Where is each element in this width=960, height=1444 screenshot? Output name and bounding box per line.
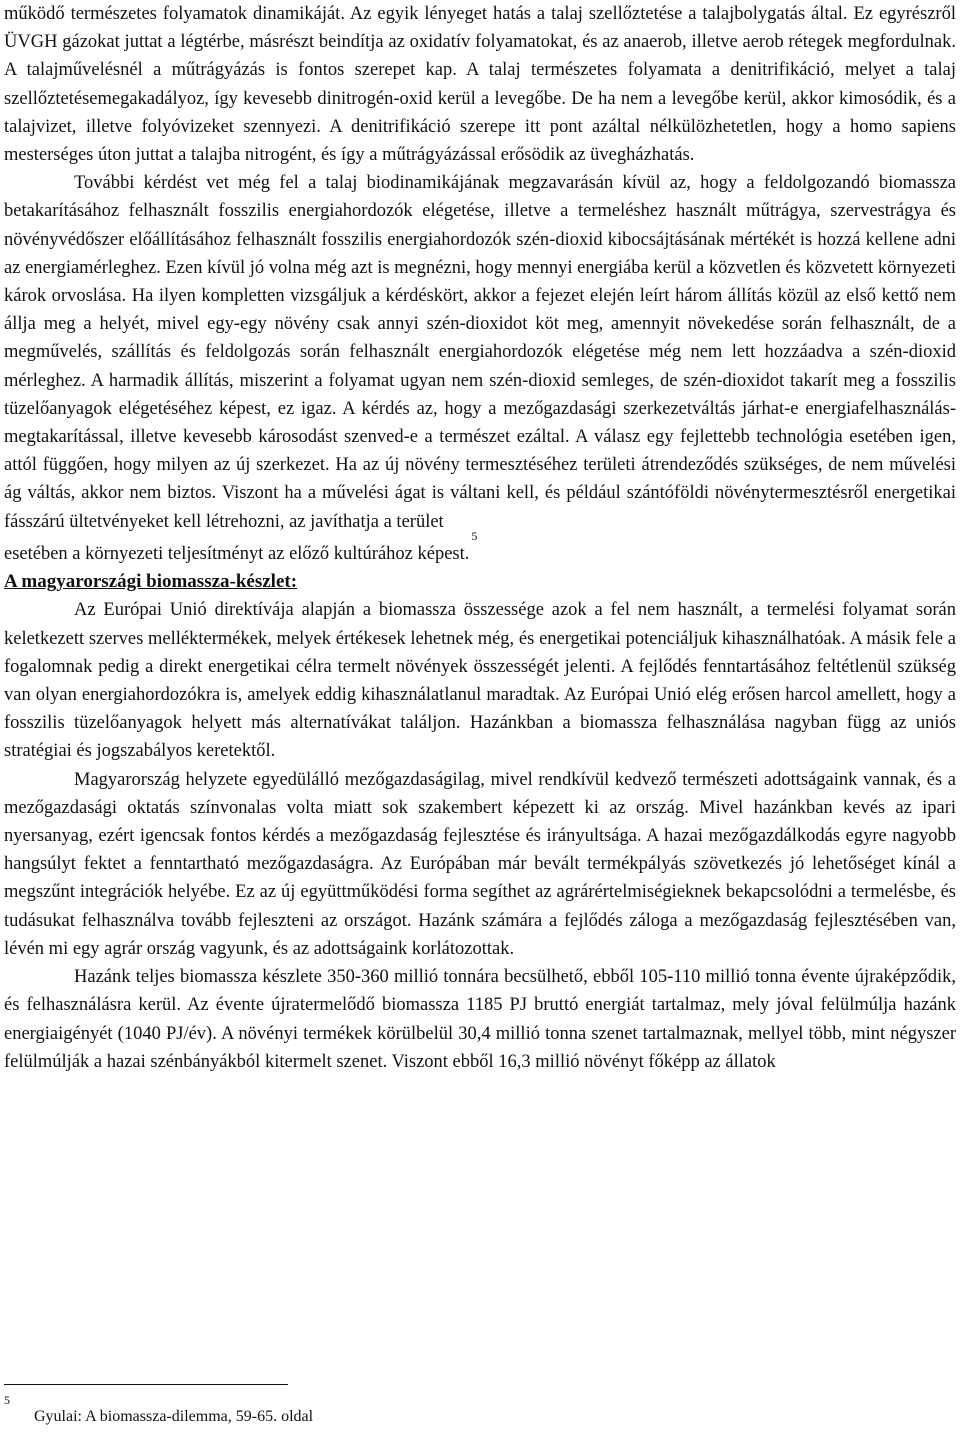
section-heading: A magyarországi biomassza-készlet: <box>4 571 298 593</box>
paragraph: Az Európai Unió direktívája alapján a biomassza összessége azok a fel nem használt, a termelési folyamat során keletkezett szerves melléktermékek, melyek értékesek lehetnek még, és energetikai potenciáljuk kihasználhatóak. A másik fele a fogalomnak pedig a direkt energetikai célra termelt növények összességét jelenti. A fejlődés fenntartásához feltétlenül szükség van olyan energiahordozókra is, amelyek eddig kihasználatlanul maradtak. Az Európai Unió elég erősen harcol amellett, hogy a fosszilis tüzelőanyagok helyett más alternatívákat találjon. Hazánkban a biomassza felhasználása nagyban függ az uniós stratégiai és jogszabályos keretektől. <box>4 600 956 762</box>
paragraph: Hazánk teljes biomassza készlete 350-360 millió tonnára becsülhető, ebből 105-110 millió tonna évente újraképződik, és felhasználásra kerül. Az évente újratermelődő biomassza 1185 PJ bruttó energiát tartalmaz, mely jóval felülmúlja hazánk energiaigényét (1040 PJ/év). A növényi termékek körülbelül 30,4 millió tonna szenet tartalmaznak, mellyel több, mint négyszer felülmúlják a hazai szénbányákból kitermelt szenet. Viszont ebből 16,3 millió növényt főképp az állatok <box>4 967 956 1072</box>
footnotes <box>4 1384 956 1427</box>
paragraph: Magyarország helyzete egyedülálló mezőgazdaságilag, mivel rendkívül kedvező természeti adottságaink vannak, és a mezőgazdasági oktatás színvonalas volta miatt sok szakembert képezett ki az ország. Mivel hazánkban kevés az ipari nyersanyag, ezért igencsak fontos kérdés a mezőgazdaság fejlesztése és irányultsága. A hazai mezőgazdálkodás egyre nagyobb hangsúlyt fektet a fenntartható mezőgazdaságra. Az Európában már bevált termékpályás szövetkezés jó lehetőséget kínál a megszűnt integrációk helyébe. Ez az új együttműködési forma segíthet az agrárértelmiségieknek bekapcsolódni a termelésbe, és tudásukat felhasználva tovább fejleszteni az országot. Hazánk számára a fejlődés záloga a mezőgazdaság fejlesztésében van, lévén mi egy agrár ország vagyunk, és az adottságaink korlátozottak. <box>4 769 956 959</box>
paragraph: működő természetes folyamatok dinamikáját. Az egyik lényeget hatás a talaj szellőztetése a talajbolygatás által. Ez egyrészről ÜVGH gázokat juttat a légtérbe, másrészt beindítja az oxidatív folyamatokat, és az anaerob, illetve aerob rétegek megfordulnak. A talajművelésnél a műtrágyázás is fontos szerepet kap. A talaj természetes folyamata a denitrifikáció, melyet a talaj szellőztetésemegakadályoz, így kevesebb dinitrogén-oxid kerül a levegőbe. De ha nem a levegőbe kerül, akkor kimosódik, és a talajvizet, illetve folyóvizeket szennyezi. A denitrifikáció szerepe itt pont azáltal nélkülözhetetlen, hogy a homo sapiens mesterséges úton juttat a talajba nitrogént, és így a műtrágyázással erősödik az üvegházhatás. <box>4 4 956 166</box>
footnote-reference: 5 <box>471 528 478 543</box>
paragraph-end-text: esetében a környezeti teljesítményt az előző kultúrához képest. <box>4 544 470 565</box>
footnote-text: Gyulai: A biomassza-dilemma, 59-65. oldal <box>34 1408 314 1425</box>
paragraph-end <box>4 528 956 568</box>
footnote-number: 5 <box>4 1393 10 1407</box>
document-body <box>4 0 956 1076</box>
footnote-separator <box>4 1384 288 1385</box>
paragraph: További kérdést vet még fel a talaj biodinamikájának megzavarásán kívül az, hogy a feldolgozandó biomassza betakarításához felhasznált fosszilis energiahordozók elégetése, illetve a termeléshez használt műtrágya, szervestrágya és növényvédőszer előállításához felhasznált fosszilis energiahordozók szén-dioxid kibocsájtásának mértékét is hozzá kellene adni az energiamérleghez. Ezen kívül jó volna még azt is megnézni, hogy mennyi energiába kerül a közvetlen és közvetett környezeti károk orvoslása. Ha ilyen kompletten vizsgáljuk a kérdéskört, akkor a fejezet elején leírt három állítás közül az első kettő nem állja meg a helyét, mivel egy-egy növény csak annyi szén-dioxidot köt meg, amennyit növekedése során felhasznált, de a megművelés, szállítás és feldolgozás során felhasznált energiahordozók elégetése még nem lett hozzáadva a szén-dioxid mérleghez. A harmadik állítás, miszerint a folyamat ugyan nem szén-dioxid semleges, de szén-dioxidot takarít meg a fosszilis tüzelőanyagok elégetéséhez képest, ez igaz. A kérdés az, hogy a mezőgazdasági szerkezetváltás járhat-e energiafelhasználás-megtakarítással, illetve kevesebb károsodást szenved-e a természet ezáltal. A válasz egy fejlettebb technológia esetében igen, attól függően, hogy milyen az új szerkezet. Ha az új növény termesztéséhez területi átrendeződés szükséges, de nem művelési ág váltás, akkor nem biztos. Viszont ha a művelési ágat is váltani kell, és például szántóföldi növénytermesztésről energetikai fásszárú ültetvényeket kell létrehozni, az javíthatja a terület <box>4 173 956 532</box>
